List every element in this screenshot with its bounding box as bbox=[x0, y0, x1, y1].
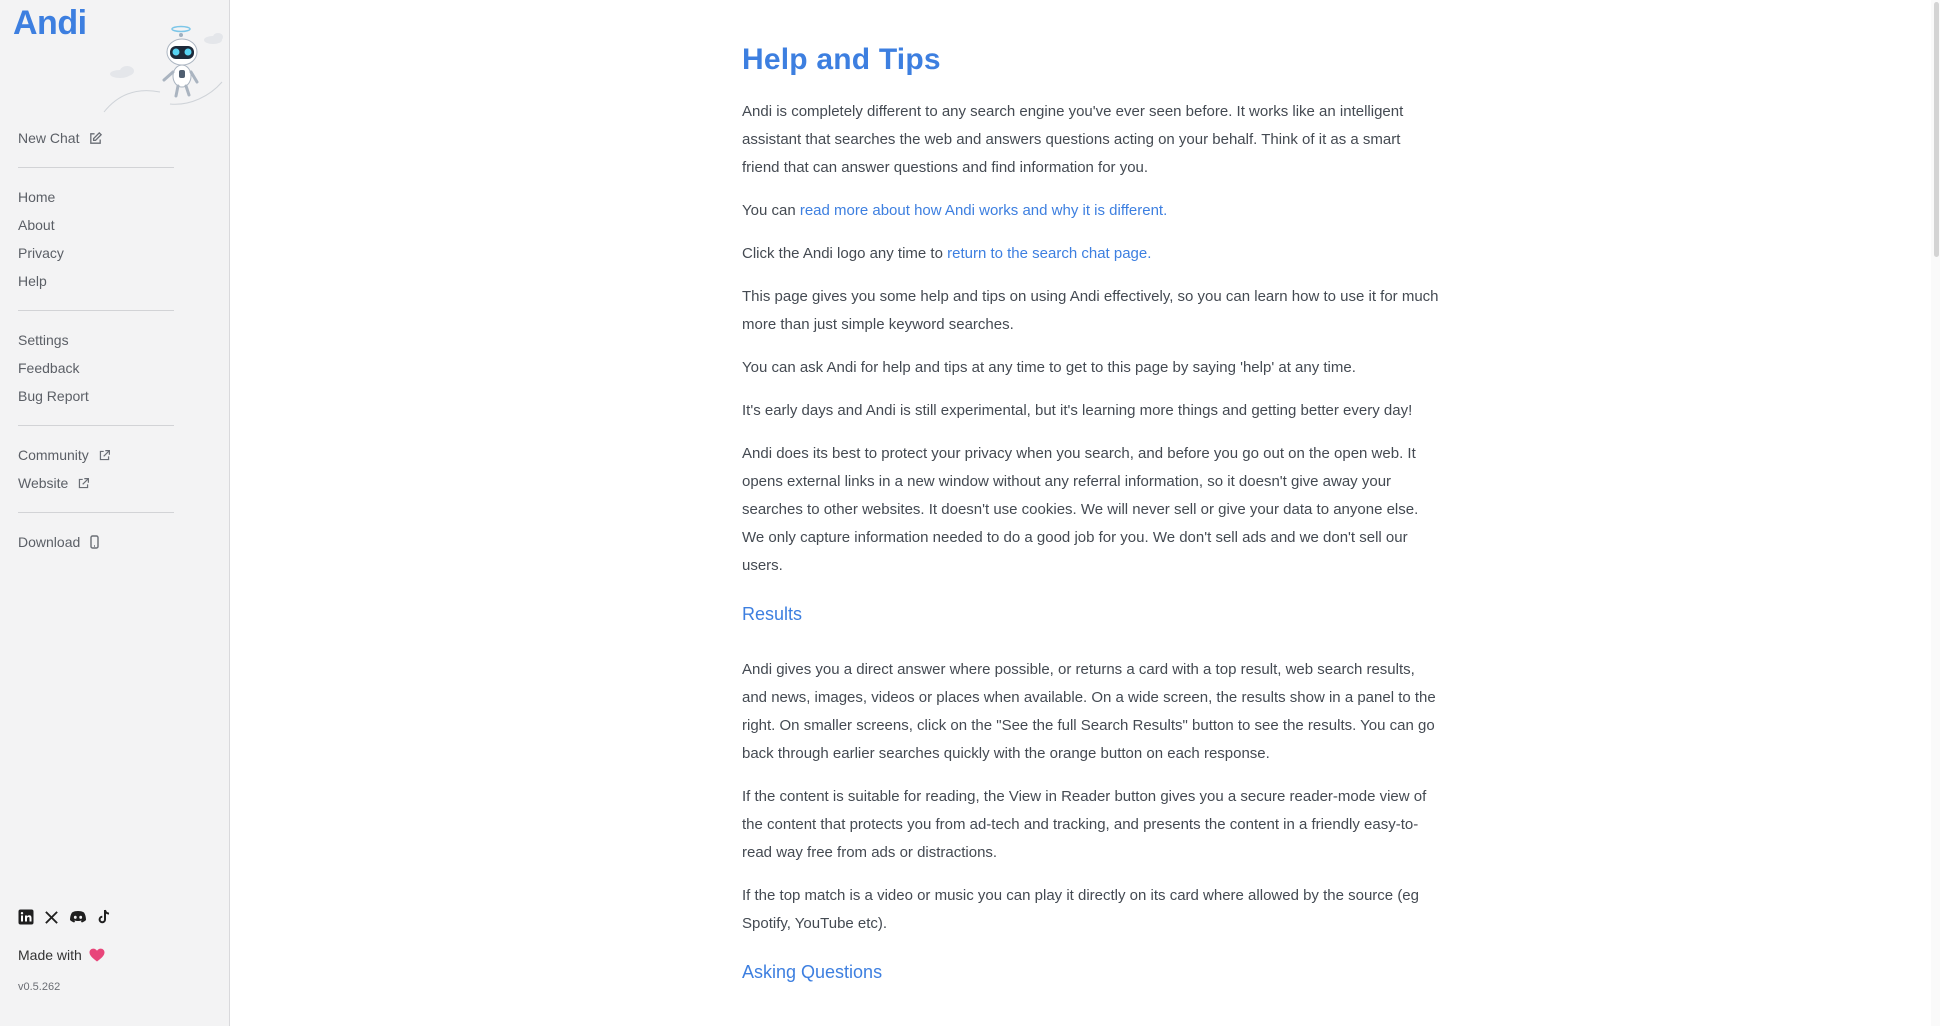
media-paragraph: If the top match is a video or music you can play it directly on its card where allowed by the source (eg Spotify, YouTube etc). bbox=[742, 887, 1419, 932]
sidebar bbox=[0, 0, 230, 1026]
sidebar-nav bbox=[18, 124, 174, 556]
version-label: v0.5.262 bbox=[18, 981, 61, 993]
help-article bbox=[742, 40, 1442, 1014]
made-with-label: Made with bbox=[18, 947, 82, 963]
heart-icon bbox=[89, 948, 105, 962]
sidebar-item-home[interactable] bbox=[18, 183, 174, 211]
mobile-phone-icon bbox=[89, 535, 100, 549]
download-label: Download bbox=[18, 534, 81, 550]
sidebar-item-feedback[interactable] bbox=[18, 354, 174, 382]
tips-paragraph: This page gives you some help and tips on using Andi effectively, so you can learn how to use it for much more than just simple keyword searches. bbox=[742, 288, 1439, 333]
sidebar-item-settings[interactable] bbox=[18, 326, 174, 354]
sidebar-item-label: Feedback bbox=[18, 360, 80, 376]
results-paragraph: Andi gives you a direct answer where possible, or returns a card with a top result, web search results, and news, images, videos or places when available. On a wide screen, the results show in a panel to the right. On smaller screens, click on the "See the full Search Results" button to see the results. You can go back through earlier searches quickly with the orange button on each response. bbox=[742, 661, 1436, 762]
read-more-paragraph bbox=[742, 197, 1442, 225]
external-link-icon bbox=[77, 477, 90, 490]
sidebar-item-website[interactable] bbox=[18, 469, 174, 497]
return-to-search-link[interactable]: return to the search chat page. bbox=[947, 245, 1152, 262]
social-links bbox=[18, 909, 111, 925]
sidebar-item-help[interactable] bbox=[18, 267, 174, 295]
sidebar-item-about[interactable] bbox=[18, 211, 174, 239]
intro-paragraph: Andi is completely different to any search engine you've ever seen before. It works like an intelligent assistant that searches the web and answers questions acting on your behalf. Think of it as a smart friend that can answer questions and find information for you. bbox=[742, 103, 1404, 176]
results-heading: Results bbox=[742, 604, 803, 624]
external-link-icon bbox=[98, 449, 111, 462]
sidebar-item-label: Community bbox=[18, 447, 89, 463]
sidebar-item-label: Settings bbox=[18, 332, 69, 348]
reader-paragraph: If the content is suitable for reading, the View in Reader button gives you a secure reader-mode view of the content that protects you from ad-tech and tracking, and presents the content in a friendly easy-to-read way free from ads or distractions. bbox=[742, 788, 1427, 861]
sidebar-item-label: Help bbox=[18, 273, 47, 289]
tiktok-icon[interactable] bbox=[97, 909, 111, 925]
read-more-link[interactable]: read more about how Andi works and why it is different. bbox=[799, 202, 1168, 219]
robot-mascot-icon bbox=[100, 22, 228, 119]
asking-questions-heading: Asking Questions bbox=[742, 962, 883, 982]
sidebar-item-label: Website bbox=[18, 475, 69, 491]
new-chat-label: New Chat bbox=[18, 130, 80, 146]
sidebar-item-bug-report[interactable] bbox=[18, 382, 174, 410]
logo-tip-paragraph bbox=[742, 240, 1442, 268]
sidebar-item-privacy[interactable] bbox=[18, 239, 174, 267]
sidebar-item-label: Bug Report bbox=[18, 388, 89, 404]
andi-logo[interactable]: Andi bbox=[13, 4, 87, 42]
download-button[interactable] bbox=[18, 528, 174, 556]
help-command-paragraph: You can ask Andi for help and tips at any time to get to this page by saying 'help' at any time. bbox=[742, 359, 1356, 376]
divider bbox=[18, 310, 174, 311]
experimental-paragraph: It's early days and Andi is still experimental, but it's learning more things and getting better every day! bbox=[742, 402, 1413, 419]
linkedin-icon[interactable] bbox=[18, 909, 34, 925]
scrollbar[interactable] bbox=[1931, 0, 1940, 1026]
sidebar-item-community[interactable] bbox=[18, 441, 174, 469]
divider bbox=[18, 425, 174, 426]
x-icon[interactable] bbox=[44, 910, 59, 925]
scrollbar-thumb[interactable] bbox=[1934, 2, 1939, 257]
paragraph-text: Click the Andi logo any time to bbox=[742, 245, 948, 262]
sidebar-item-label: Privacy bbox=[18, 245, 64, 261]
divider bbox=[18, 167, 174, 168]
sidebar-item-label: About bbox=[18, 217, 55, 233]
sidebar-item-label: Home bbox=[18, 189, 56, 205]
discord-icon[interactable] bbox=[69, 910, 87, 924]
new-chat-button[interactable] bbox=[18, 124, 174, 152]
divider bbox=[18, 512, 174, 513]
privacy-paragraph: Andi does its best to protect your privacy when you search, and before you go out on the open web. It opens external links in a new window without any referral information, so it doesn't give away your searches to other websites. It doesn't use cookies. We will never sell or give your data to anyone else. We only capture information needed to do a good job for you. We don't sell ads and we don't sell our users. bbox=[742, 445, 1419, 574]
made-with bbox=[18, 947, 105, 963]
edit-icon bbox=[88, 131, 103, 146]
paragraph-text: You can bbox=[742, 202, 800, 219]
page-title: Help and Tips bbox=[742, 43, 941, 76]
main-content bbox=[230, 0, 1940, 1026]
